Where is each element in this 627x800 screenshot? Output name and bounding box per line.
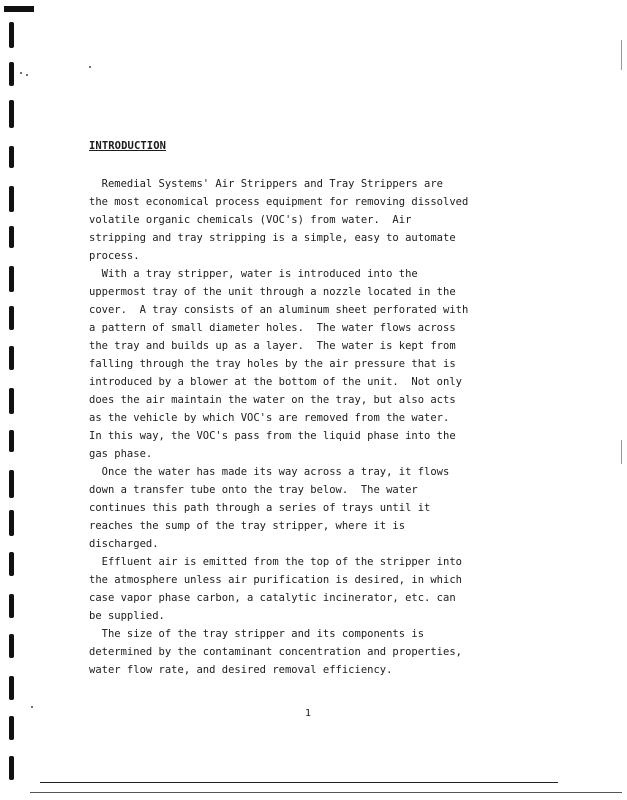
text-line: reaches the sump of the tray stripper, where it is (89, 520, 406, 532)
section-heading: INTRODUCTION (89, 140, 167, 152)
punch-mark (9, 62, 14, 86)
text-line: stripping and tray stripping is a simple, easy to automate (89, 232, 456, 244)
text-line: Effluent air is emitted from the top of the stripper into (89, 556, 462, 568)
text-line: Once the water has made its way across a tray, it flows (89, 466, 450, 478)
bottom-rule (30, 792, 622, 793)
text-line: With a tray stripper, water is introduced into the (89, 268, 418, 280)
punch-mark (9, 634, 14, 658)
text-line: Remedial Systems' Air Strippers and Tray Strippers are (89, 178, 444, 190)
page-number: 1 (305, 708, 312, 719)
punch-mark (9, 266, 14, 292)
scan-artifact-bar (4, 6, 34, 12)
bottom-rule (40, 782, 558, 783)
scan-speck (31, 706, 33, 708)
text-line: introduced by a blower at the bottom of the unit. Not only (89, 376, 462, 388)
text-line: does the air maintain the water on the tray, but also acts (89, 394, 456, 406)
text-line: gas phase. (89, 448, 153, 460)
punch-mark (9, 756, 14, 780)
text-line: continues this path through a series of trays until it (89, 502, 431, 514)
scan-speck (20, 72, 22, 74)
scan-speck (89, 66, 91, 68)
punch-mark (9, 716, 14, 740)
punch-mark (9, 306, 14, 330)
text-line: as the vehicle by which VOC's are removed from the water. (89, 412, 450, 424)
text-line: uppermost tray of the unit through a nozzle located in the (89, 286, 456, 298)
punch-mark (9, 594, 14, 618)
punch-mark (9, 22, 14, 48)
scan-speck (26, 74, 28, 76)
punch-mark (9, 470, 14, 498)
text-line: be supplied. (89, 610, 165, 622)
text-line: volatile organic chemicals (VOC's) from water. Air (89, 214, 412, 226)
scan-edge-mark (621, 40, 622, 70)
punch-mark (9, 100, 14, 128)
punch-mark (9, 388, 14, 414)
text-line: determined by the contaminant concentration and properties, (89, 646, 462, 658)
text-line: The size of the tray stripper and its components is (89, 628, 425, 640)
text-line: case vapor phase carbon, a catalytic incinerator, etc. can (89, 592, 456, 604)
punch-mark (9, 186, 14, 212)
body-text (89, 175, 529, 679)
text-line: cover. A tray consists of an aluminum sheet perforated with (89, 304, 469, 316)
text-line: a pattern of small diameter holes. The water flows across (89, 322, 456, 334)
punch-mark (9, 552, 14, 576)
text-line: the tray and builds up as a layer. The water is kept from (89, 340, 456, 352)
punch-mark (9, 510, 14, 536)
text-line: the most economical process equipment for removing dissolved (89, 196, 469, 208)
punch-mark (9, 676, 14, 700)
text-line: down a transfer tube onto the tray below. The water (89, 484, 418, 496)
punch-mark (9, 346, 14, 370)
punch-mark (9, 226, 14, 248)
text-line: falling through the tray holes by the air pressure that is (89, 358, 456, 370)
punch-mark (9, 430, 14, 452)
scan-edge-mark (621, 440, 622, 464)
text-line: discharged. (89, 538, 159, 550)
text-line: water flow rate, and desired removal efficiency. (89, 664, 393, 676)
punch-mark (9, 146, 14, 168)
text-line: the atmosphere unless air purification is desired, in which (89, 574, 462, 586)
text-line: process. (89, 250, 140, 262)
text-line: In this way, the VOC's pass from the liquid phase into the (89, 430, 456, 442)
